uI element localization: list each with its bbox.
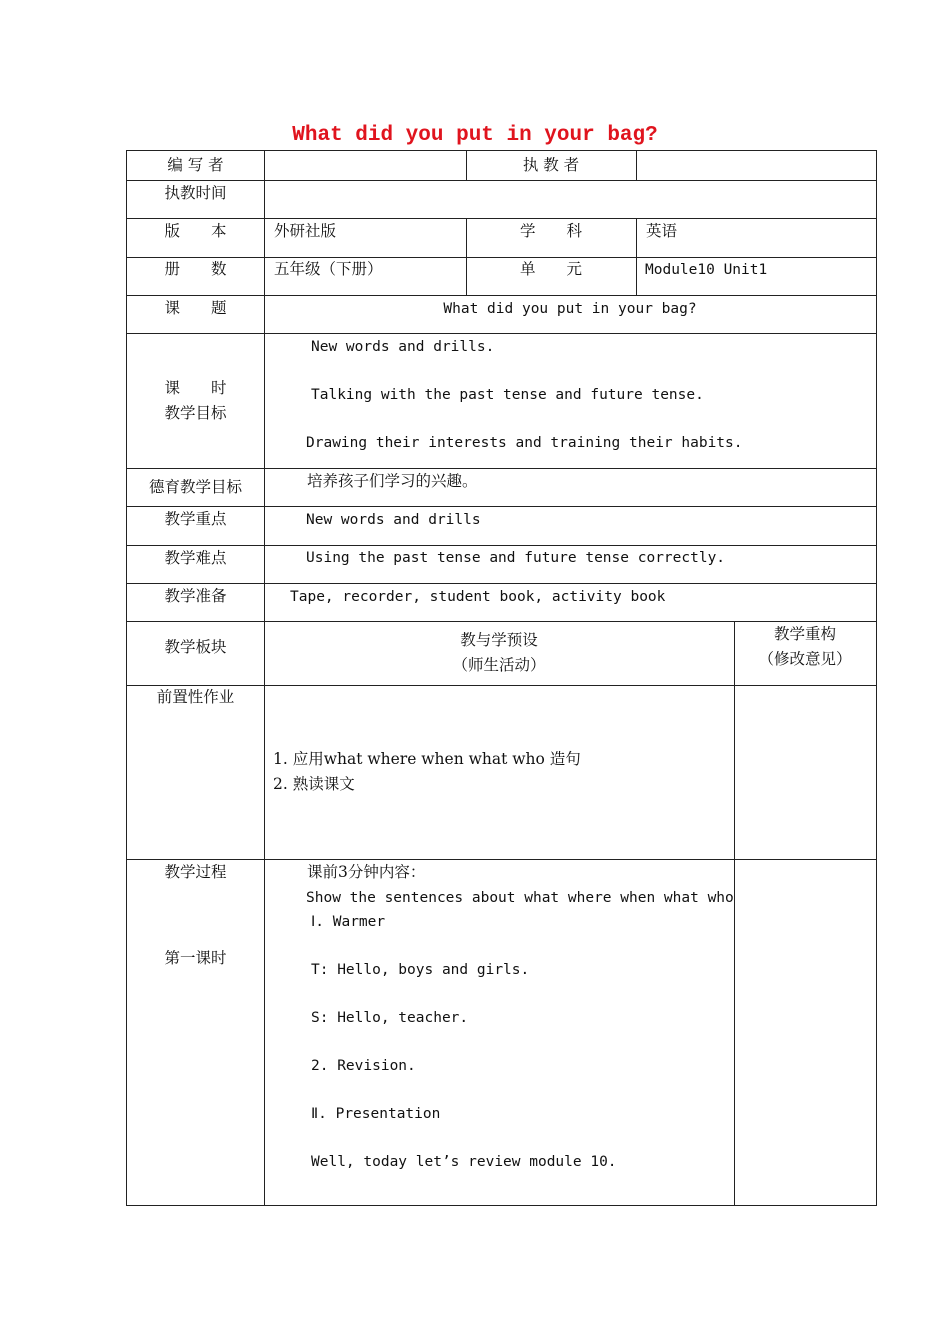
preparation-label: 教学准备 xyxy=(164,587,227,605)
process-line: 2. Revision. xyxy=(311,1058,416,1074)
row-divider xyxy=(127,180,876,181)
teacher-label: 执 教 者 xyxy=(522,156,580,174)
document-title: What did you put in your bag? xyxy=(292,124,658,147)
subject-value: 英语 xyxy=(646,222,678,240)
version-label: 版 本 xyxy=(164,222,227,240)
objectives-label-1: 课 时 xyxy=(164,379,227,397)
row-divider xyxy=(127,218,876,219)
rebuild-column-subheader: （修改意见） xyxy=(758,650,852,668)
version-value: 外研社版 xyxy=(274,222,337,240)
pre-homework-item: 2. 熟读课文 xyxy=(273,775,355,793)
difficulties-value: Using the past tense and future tense correctly. xyxy=(306,550,726,566)
module-column-header: 教学板块 xyxy=(164,638,227,656)
volume-label: 册 数 xyxy=(164,260,227,278)
pre-homework-label: 前置性作业 xyxy=(156,688,235,706)
key-points-label: 教学重点 xyxy=(164,510,227,528)
row-divider xyxy=(127,685,876,686)
moral-value: 培养孩子们学习的兴趣。 xyxy=(307,472,478,490)
subject-label: 学 科 xyxy=(519,222,582,240)
process-label: 教学过程 xyxy=(164,863,227,881)
column-divider xyxy=(734,621,735,1205)
objective-item: Drawing their interests and training their habits. xyxy=(306,435,743,451)
objective-item: New words and drills. xyxy=(311,339,495,355)
process-period: 第一课时 xyxy=(164,949,227,967)
column-divider xyxy=(636,151,637,180)
unit-label: 单 元 xyxy=(519,260,582,278)
moral-label: 德育教学目标 xyxy=(148,478,242,496)
row-divider xyxy=(127,621,876,622)
row-divider xyxy=(127,545,876,546)
volume-value: 五年级（下册） xyxy=(274,260,383,278)
process-line: Well, today let’s review module 10. xyxy=(311,1154,617,1170)
key-points-value: New words and drills xyxy=(306,512,481,528)
row-divider xyxy=(127,257,876,258)
process-line: T: Hello, boys and girls. xyxy=(311,962,530,978)
row-divider xyxy=(127,468,876,469)
row-divider xyxy=(127,859,876,860)
row-divider xyxy=(127,295,876,296)
row-divider xyxy=(127,583,876,584)
unit-value: Module10 Unit1 xyxy=(645,262,768,278)
process-line: 课前3分钟内容： xyxy=(307,863,426,881)
preparation-value: Tape, recorder, student book, activity book xyxy=(290,589,666,605)
objective-item: Talking with the past tense and future tense. xyxy=(311,387,704,403)
writer-label: 编 写 者 xyxy=(167,156,224,174)
process-line: Ⅱ. Presentation xyxy=(311,1106,441,1122)
topic-label: 课 题 xyxy=(164,299,227,317)
topic-value: What did you put in your bag? xyxy=(443,301,697,317)
row-divider xyxy=(127,333,876,334)
design-column-subheader: （师生活动） xyxy=(452,656,546,674)
time-label: 执教时间 xyxy=(164,184,227,202)
process-line: Ⅰ. Warmer xyxy=(311,914,386,930)
difficulties-label: 教学难点 xyxy=(164,549,227,567)
pre-homework-item: 1. 应用what where when what who 造句 xyxy=(273,750,581,768)
design-column-header: 教与学预设 xyxy=(460,631,538,649)
row-divider xyxy=(127,506,876,507)
column-divider xyxy=(636,218,637,295)
rebuild-column-header: 教学重构 xyxy=(773,625,836,643)
process-line: Show the sentences about what where when what who xyxy=(306,890,734,906)
objectives-label-2: 教学目标 xyxy=(164,404,227,422)
process-line: S: Hello, teacher. xyxy=(311,1010,469,1026)
